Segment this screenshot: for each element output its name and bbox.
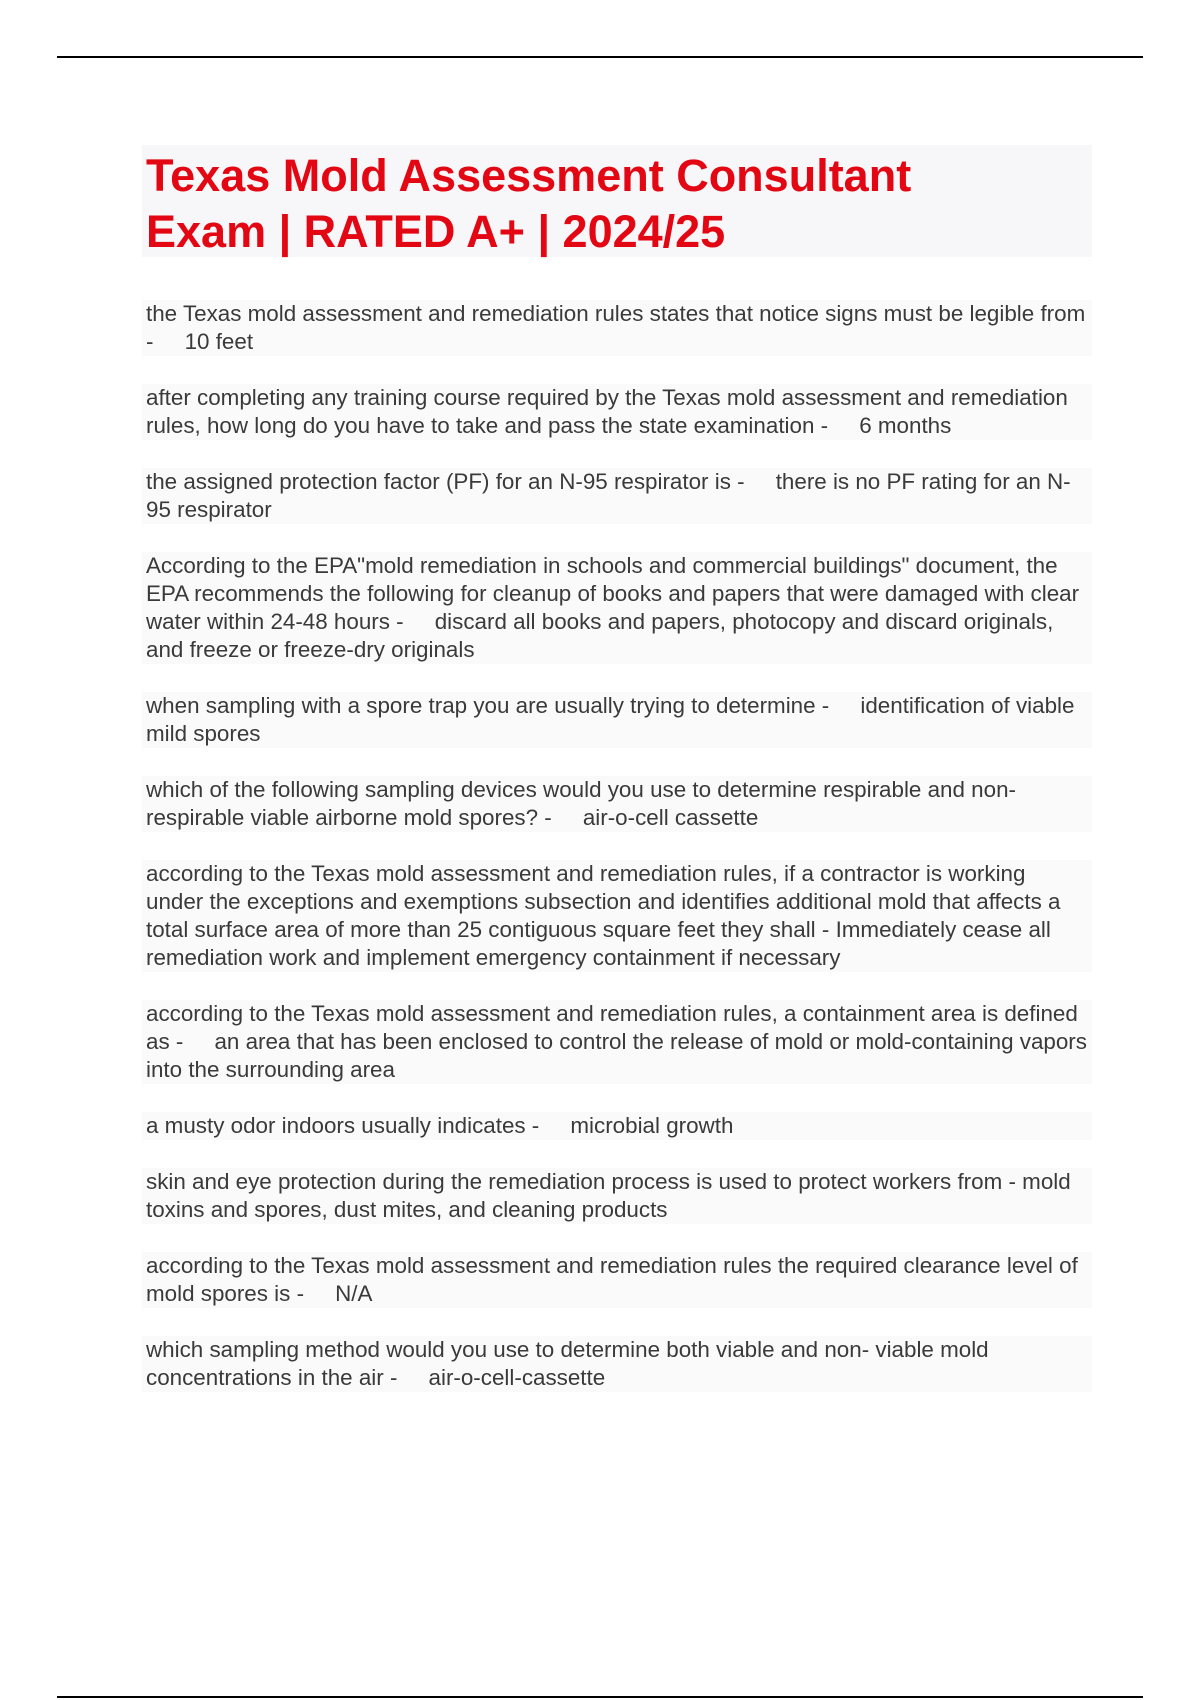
- answer-text: discard all books and papers, photocopy and discard originals, and freeze or freeze-dry originals: [146, 609, 1054, 662]
- qa-item: [142, 1168, 1092, 1224]
- question-text: after completing any training course required by the Texas mold assessment and remediation rules, how long do you have to take and pass the state examination -: [146, 385, 1068, 438]
- title-line-2: Exam | RATED A+ | 2024/25: [146, 206, 726, 257]
- qa-item: [142, 692, 1092, 748]
- question-text: skin and eye protection during the remediation process is used to protect workers from -: [146, 1169, 1016, 1194]
- question-text: the assigned protection factor (PF) for an N-95 respirator is -: [146, 469, 745, 494]
- qa-item: [142, 468, 1092, 524]
- question-text: when sampling with a spore trap you are usually trying to determine -: [146, 693, 830, 718]
- answer-text: 10 feet: [184, 329, 254, 354]
- answer-text: N/A: [335, 1281, 373, 1306]
- question-text: according to the Texas mold assessment and remediation rules, if a contractor is working under the exceptions and exemptions subsection and identifies additional mold that affects a total surface area of more than 25 contiguous square feet they shall -: [146, 861, 1061, 942]
- question-text: which sampling method would you use to determine both viable and non- viable mold concentrations in the air -: [146, 1337, 989, 1390]
- qa-item: [142, 860, 1092, 972]
- question-text: according to the Texas mold assessment and remediation rules, a containment area is defined as -: [146, 1001, 1078, 1054]
- title-block: [142, 145, 1092, 257]
- question-text: a musty odor indoors usually indicates -: [146, 1113, 540, 1138]
- question-text: the Texas mold assessment and remediation rules states that notice signs must be legible from -: [146, 301, 1086, 354]
- answer-text: microbial growth: [570, 1113, 734, 1138]
- bottom-rule: [57, 1696, 1143, 1698]
- qa-item: [142, 776, 1092, 832]
- qa-item: [142, 1336, 1092, 1392]
- document-title: [142, 145, 1092, 260]
- answer-text: air-o-cell-cassette: [428, 1365, 606, 1390]
- qa-list: [142, 300, 1092, 1420]
- title-line-1: Texas Mold Assessment Consultant: [146, 150, 912, 201]
- answer-text: identification of viable mild spores: [146, 693, 1075, 746]
- question-text: which of the following sampling devices would you use to determine respirable and non-respirable viable airborne mold spores? -: [146, 777, 1016, 830]
- qa-item: [142, 1252, 1092, 1308]
- answer-text: Immediately cease all remediation work and implement emergency containment if necessary: [146, 917, 1051, 970]
- answer-text: 6 months: [859, 413, 952, 438]
- qa-item: [142, 300, 1092, 356]
- qa-item: [142, 1112, 1092, 1140]
- top-rule: [57, 56, 1143, 58]
- answer-text: air-o-cell cassette: [582, 805, 759, 830]
- answer-text: there is no PF rating for an N-95 respirator: [146, 469, 1071, 522]
- answer-text: an area that has been enclosed to control the release of mold or mold-containing vapors into the surrounding area: [146, 1029, 1087, 1082]
- answer-text: mold toxins and spores, dust mites, and cleaning products: [146, 1169, 1071, 1222]
- qa-item: [142, 1000, 1092, 1084]
- qa-item: [142, 552, 1092, 664]
- question-text: According to the EPA"mold remediation in schools and commercial buildings" document, the EPA recommends the following for cleanup of books and papers that were damaged with clear water within 24-48 hours -: [146, 553, 1080, 634]
- question-text: according to the Texas mold assessment and remediation rules the required clearance level of mold spores is -: [146, 1253, 1078, 1306]
- qa-item: [142, 384, 1092, 440]
